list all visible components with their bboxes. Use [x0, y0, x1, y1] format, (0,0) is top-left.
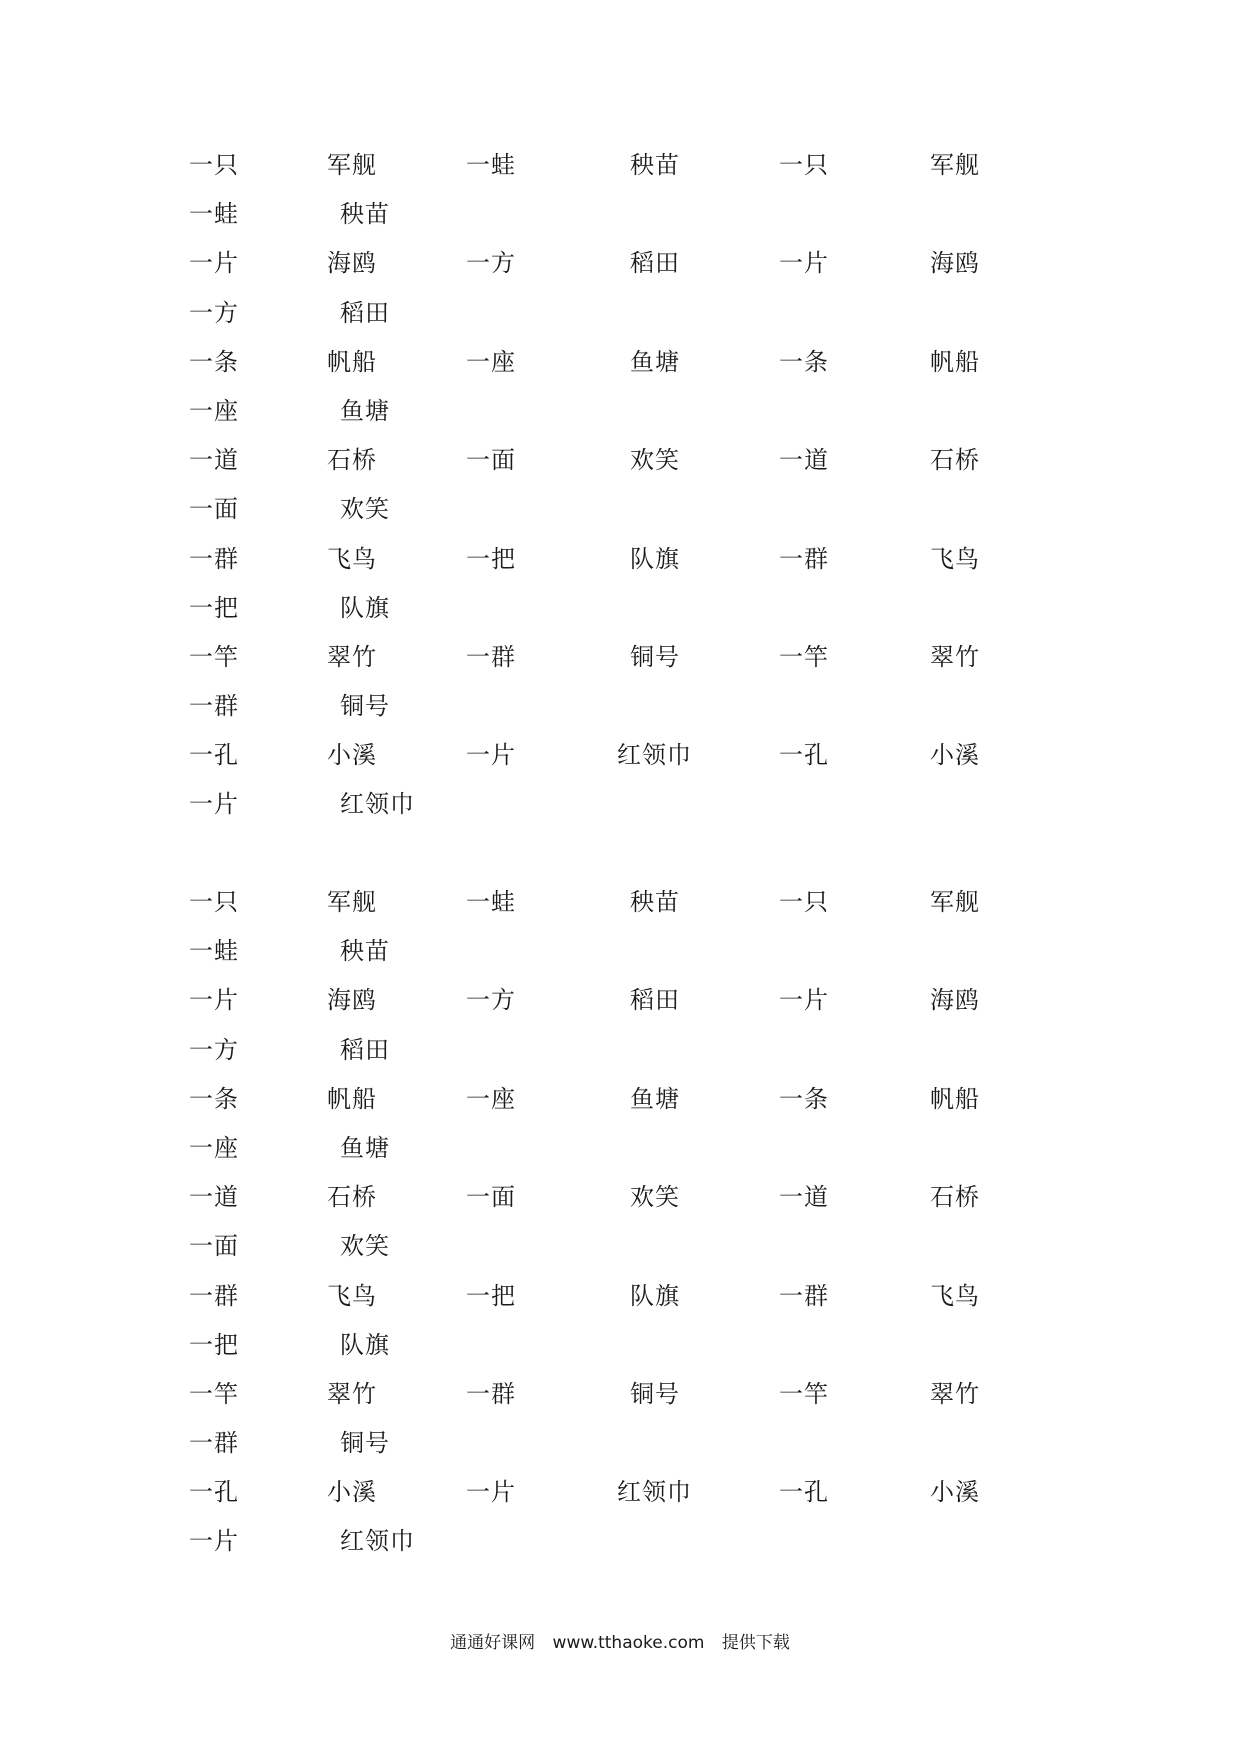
noun-word: 军舰	[930, 151, 980, 179]
noun-word: 欢笑	[340, 1232, 390, 1261]
measure-word: 一把	[189, 593, 239, 622]
word-row-short	[0, 298, 1240, 347]
noun-word: 海鸥	[327, 986, 377, 1015]
noun-word: 鱼塘	[630, 1084, 680, 1113]
measure-word: 一方	[466, 986, 516, 1015]
noun-word: 鱼塘	[630, 347, 680, 376]
noun-word: 海鸥	[930, 986, 980, 1015]
noun-word: 欢笑	[630, 446, 680, 475]
measure-word: 一蛙	[466, 151, 516, 179]
measure-word: 一道	[189, 446, 239, 475]
noun-word: 鱼塘	[340, 1133, 390, 1162]
noun-word: 稻田	[340, 1035, 390, 1064]
measure-word: 一只	[189, 888, 239, 916]
noun-word: 小溪	[930, 741, 980, 770]
measure-word: 一面	[466, 446, 516, 475]
worksheet-block-2	[0, 887, 1240, 1576]
measure-word: 一座	[466, 1084, 516, 1113]
noun-word: 翠竹	[327, 642, 377, 671]
noun-word: 小溪	[930, 1478, 980, 1507]
noun-word: 小溪	[327, 1478, 377, 1507]
noun-word: 石桥	[930, 1183, 980, 1212]
measure-word: 一把	[189, 1330, 239, 1359]
noun-word: 稻田	[630, 986, 680, 1015]
measure-word: 一座	[189, 396, 239, 425]
word-row	[0, 1379, 1240, 1428]
measure-word: 一片	[189, 249, 239, 278]
noun-word: 队旗	[340, 1330, 390, 1359]
noun-word: 小溪	[327, 741, 377, 770]
measure-word: 一道	[779, 1183, 829, 1212]
measure-word: 一群	[466, 1379, 516, 1408]
measure-word: 一条	[779, 1084, 829, 1113]
noun-word: 海鸥	[327, 249, 377, 278]
word-row-short	[0, 593, 1240, 642]
word-row-short	[0, 1428, 1240, 1477]
noun-word: 飞鸟	[327, 1281, 377, 1310]
measure-word: 一片	[779, 986, 829, 1015]
measure-word: 一片	[779, 249, 829, 278]
measure-word: 一条	[189, 347, 239, 376]
noun-word: 队旗	[630, 1281, 680, 1310]
noun-word: 稻田	[630, 249, 680, 278]
measure-word: 一竿	[779, 642, 829, 671]
word-row-short	[0, 1035, 1240, 1084]
noun-word: 翠竹	[327, 1379, 377, 1408]
measure-word: 一蛙	[189, 200, 239, 229]
word-row-short	[0, 691, 1240, 740]
word-row-short	[0, 936, 1240, 985]
noun-word: 石桥	[327, 446, 377, 475]
noun-word: 帆船	[930, 1084, 980, 1113]
word-row	[0, 740, 1240, 789]
measure-word: 一群	[466, 642, 516, 671]
measure-word: 一道	[779, 446, 829, 475]
noun-word: 秧苗	[340, 937, 390, 966]
noun-word: 帆船	[327, 347, 377, 376]
noun-word: 红领巾	[617, 1478, 692, 1507]
measure-word: 一条	[779, 347, 829, 376]
noun-word: 铜号	[340, 1429, 390, 1458]
noun-word: 秧苗	[630, 888, 680, 916]
noun-word: 秧苗	[340, 200, 390, 229]
noun-word: 红领巾	[340, 790, 415, 819]
measure-word: 一孔	[779, 1478, 829, 1507]
measure-word: 一孔	[779, 741, 829, 770]
measure-word: 一群	[779, 544, 829, 573]
measure-word: 一片	[466, 1478, 516, 1507]
noun-word: 石桥	[327, 1183, 377, 1212]
noun-word: 欢笑	[340, 495, 390, 524]
worksheet-block-1	[0, 150, 1240, 839]
word-row-short	[0, 1231, 1240, 1280]
measure-word: 一片	[189, 1527, 239, 1556]
measure-word: 一只	[779, 151, 829, 179]
measure-word: 一只	[779, 888, 829, 916]
footer-suffix: 提供下载	[721, 1633, 790, 1653]
measure-word: 一座	[189, 1133, 239, 1162]
measure-word: 一座	[466, 347, 516, 376]
measure-word: 一群	[189, 1281, 239, 1310]
noun-word: 红领巾	[340, 1527, 415, 1556]
noun-word: 鱼塘	[340, 396, 390, 425]
noun-word: 稻田	[340, 298, 390, 327]
word-row	[0, 1084, 1240, 1133]
measure-word: 一片	[466, 741, 516, 770]
measure-word: 一片	[189, 986, 239, 1015]
measure-word: 一孔	[189, 1478, 239, 1507]
measure-word: 一群	[189, 692, 239, 721]
measure-word: 一蛙	[189, 937, 239, 966]
noun-word: 飞鸟	[930, 1281, 980, 1310]
measure-word: 一竿	[779, 1379, 829, 1408]
noun-word: 队旗	[630, 544, 680, 573]
measure-word: 一片	[189, 790, 239, 819]
measure-word: 一方	[189, 1035, 239, 1064]
word-row	[0, 347, 1240, 396]
word-row-short	[0, 1133, 1240, 1182]
word-row	[0, 1281, 1240, 1330]
noun-word: 军舰	[327, 888, 377, 916]
noun-word: 军舰	[327, 151, 377, 179]
word-row	[0, 544, 1240, 593]
word-row-short	[0, 396, 1240, 445]
noun-word: 铜号	[340, 692, 390, 721]
word-row-short	[0, 789, 1240, 838]
noun-word: 石桥	[930, 446, 980, 475]
footer	[0, 1631, 1240, 1655]
measure-word: 一面	[189, 1232, 239, 1261]
noun-word: 飞鸟	[930, 544, 980, 573]
noun-word: 铜号	[630, 642, 680, 671]
measure-word: 一孔	[189, 741, 239, 770]
word-row	[0, 1477, 1240, 1526]
word-row	[0, 985, 1240, 1034]
measure-word: 一群	[779, 1281, 829, 1310]
noun-word: 秧苗	[630, 151, 680, 179]
noun-word: 帆船	[930, 347, 980, 376]
noun-word: 铜号	[630, 1379, 680, 1408]
word-row-short	[0, 1330, 1240, 1379]
word-row-short	[0, 199, 1240, 248]
measure-word: 一把	[466, 1281, 516, 1310]
noun-word: 帆船	[327, 1084, 377, 1113]
measure-word: 一面	[189, 495, 239, 524]
noun-word: 翠竹	[930, 1379, 980, 1408]
word-row	[0, 150, 1240, 199]
noun-word: 飞鸟	[327, 544, 377, 573]
measure-word: 一竿	[189, 1379, 239, 1408]
measure-word: 一面	[466, 1183, 516, 1212]
word-row	[0, 887, 1240, 936]
measure-word: 一竿	[189, 642, 239, 671]
measure-word: 一把	[466, 544, 516, 573]
measure-word: 一道	[189, 1183, 239, 1212]
noun-word: 军舰	[930, 888, 980, 916]
word-row	[0, 248, 1240, 297]
measure-word: 一方	[466, 249, 516, 278]
noun-word: 队旗	[340, 593, 390, 622]
footer-site-name: 通通好课网	[450, 1633, 536, 1653]
word-row	[0, 1182, 1240, 1231]
word-row	[0, 445, 1240, 494]
noun-word: 欢笑	[630, 1183, 680, 1212]
measure-word: 一蛙	[466, 888, 516, 916]
measure-word: 一条	[189, 1084, 239, 1113]
footer-url[interactable]: www.tthaoke.com	[552, 1633, 705, 1653]
word-row	[0, 642, 1240, 691]
noun-word: 海鸥	[930, 249, 980, 278]
word-row-short	[0, 1526, 1240, 1575]
measure-word: 一群	[189, 1429, 239, 1458]
measure-word: 一方	[189, 298, 239, 327]
word-row-short	[0, 494, 1240, 543]
noun-word: 红领巾	[617, 741, 692, 770]
measure-word: 一只	[189, 151, 239, 179]
noun-word: 翠竹	[930, 642, 980, 671]
measure-word: 一群	[189, 544, 239, 573]
